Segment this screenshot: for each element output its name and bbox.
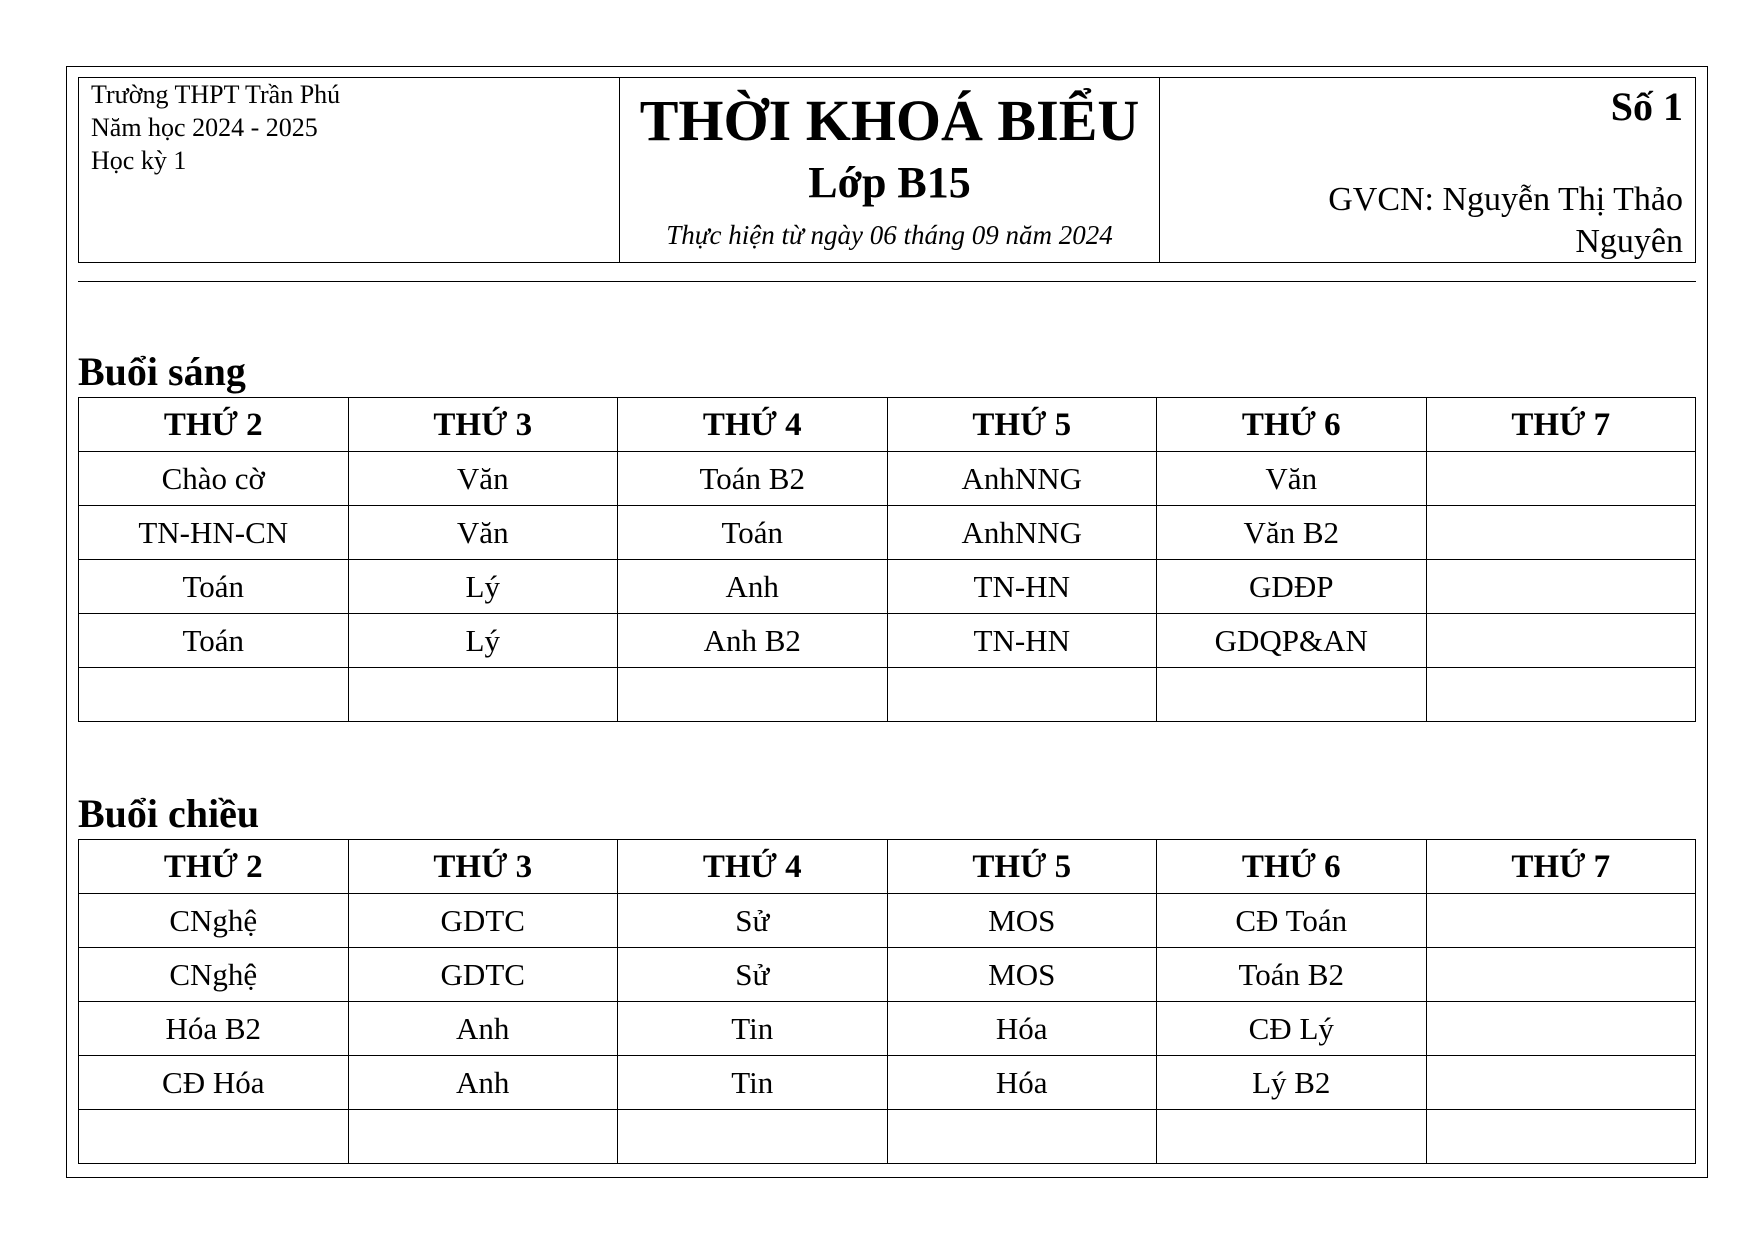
- subject-cell: Toán B2: [618, 452, 888, 506]
- period-row: [79, 894, 1696, 948]
- period-row: [79, 452, 1696, 506]
- subject-cell: [1426, 452, 1696, 506]
- period-row: [79, 1056, 1696, 1110]
- subject-cell: Văn: [348, 452, 618, 506]
- subject-cell: [1426, 1110, 1696, 1164]
- subject-cell: Toán: [79, 560, 349, 614]
- day-header: THỨ 5: [887, 398, 1157, 452]
- period-row: [79, 506, 1696, 560]
- subject-cell: [887, 668, 1157, 722]
- subject-cell: TN-HN: [887, 560, 1157, 614]
- day-header: THỨ 3: [348, 840, 618, 894]
- subject-cell: GDQP&AN: [1157, 614, 1427, 668]
- subject-cell: Toán B2: [1157, 948, 1427, 1002]
- subject-cell: [887, 1110, 1157, 1164]
- subject-cell: Toán: [618, 506, 888, 560]
- subject-cell: [79, 1110, 349, 1164]
- title-block: [619, 78, 1159, 262]
- subject-cell: TN-HN-CN: [79, 506, 349, 560]
- subject-cell: Sử: [618, 894, 888, 948]
- subject-cell: Lý: [348, 560, 618, 614]
- subject-cell: Anh B2: [618, 614, 888, 668]
- subject-cell: MOS: [887, 948, 1157, 1002]
- day-header: THỨ 2: [79, 840, 349, 894]
- subject-cell: Hóa: [887, 1002, 1157, 1056]
- day-header: THỨ 7: [1426, 398, 1696, 452]
- subject-cell: GDTC: [348, 948, 618, 1002]
- subject-cell: [348, 668, 618, 722]
- header-divider: [78, 281, 1696, 282]
- subject-cell: Tin: [618, 1002, 888, 1056]
- morning-section-title: Buổi sáng: [78, 349, 246, 394]
- subject-cell: Chào cờ: [79, 452, 349, 506]
- day-header: THỨ 6: [1157, 398, 1427, 452]
- subject-cell: CĐ Lý: [1157, 1002, 1427, 1056]
- subject-cell: [348, 1110, 618, 1164]
- subject-cell: GDĐP: [1157, 560, 1427, 614]
- subject-cell: Sử: [618, 948, 888, 1002]
- subject-cell: MOS: [887, 894, 1157, 948]
- subject-cell: Tin: [618, 1056, 888, 1110]
- subject-cell: [1157, 1110, 1427, 1164]
- subject-cell: [1426, 894, 1696, 948]
- subject-cell: Toán: [79, 614, 349, 668]
- subject-cell: Văn B2: [1157, 506, 1427, 560]
- subject-cell: AnhNNG: [887, 452, 1157, 506]
- period-row: [79, 668, 1696, 722]
- subject-cell: Văn: [1157, 452, 1427, 506]
- subject-cell: [1426, 948, 1696, 1002]
- day-header: THỨ 4: [618, 840, 888, 894]
- period-row: [79, 560, 1696, 614]
- day-header-row: [79, 398, 1696, 452]
- subject-cell: GDTC: [348, 894, 618, 948]
- subject-cell: CĐ Hóa: [79, 1056, 349, 1110]
- day-header: THỨ 4: [618, 398, 888, 452]
- effective-date: Thực hiện từ ngày 06 tháng 09 năm 2024: [666, 220, 1113, 250]
- subject-cell: [79, 668, 349, 722]
- day-header: THỨ 5: [887, 840, 1157, 894]
- school-year: Năm học 2024 - 2025: [91, 113, 318, 142]
- subject-cell: [1426, 506, 1696, 560]
- subject-cell: Văn: [348, 506, 618, 560]
- subject-cell: CNghệ: [79, 894, 349, 948]
- period-row: [79, 948, 1696, 1002]
- document-header: [78, 77, 1696, 263]
- morning-timetable: [78, 397, 1696, 722]
- subject-cell: [1426, 560, 1696, 614]
- subject-cell: Anh: [348, 1002, 618, 1056]
- day-header: THỨ 3: [348, 398, 618, 452]
- subject-cell: CĐ Toán: [1157, 894, 1427, 948]
- subject-cell: [1426, 1002, 1696, 1056]
- subject-cell: [1157, 668, 1427, 722]
- schedule-number: Số 1: [1610, 84, 1683, 129]
- day-header: THỨ 6: [1157, 840, 1427, 894]
- subject-cell: Lý: [348, 614, 618, 668]
- period-row: [79, 614, 1696, 668]
- subject-cell: Anh: [348, 1056, 618, 1110]
- afternoon-timetable: [78, 839, 1696, 1164]
- subject-cell: TN-HN: [887, 614, 1157, 668]
- period-row: [79, 1110, 1696, 1164]
- homeroom-teacher: GVCN: Nguyễn Thị Thảo Nguyên: [1328, 181, 1683, 260]
- info-block: [1159, 78, 1695, 262]
- subject-cell: [1426, 614, 1696, 668]
- subject-cell: [618, 1110, 888, 1164]
- school-info: [79, 78, 619, 262]
- subject-cell: [618, 668, 888, 722]
- subject-cell: Anh: [618, 560, 888, 614]
- subject-cell: Hóa: [887, 1056, 1157, 1110]
- subject-cell: AnhNNG: [887, 506, 1157, 560]
- subject-cell: [1426, 1056, 1696, 1110]
- afternoon-section-title: Buổi chiều: [78, 791, 260, 836]
- day-header: THỨ 2: [79, 398, 349, 452]
- period-row: [79, 1002, 1696, 1056]
- semester: Học kỳ 1: [91, 146, 187, 175]
- class-name: Lớp B15: [808, 158, 971, 207]
- subject-cell: Lý B2: [1157, 1056, 1427, 1110]
- document-title: THỜI KHOÁ BIỂU: [639, 88, 1140, 153]
- subject-cell: CNghệ: [79, 948, 349, 1002]
- day-header-row: [79, 840, 1696, 894]
- subject-cell: Hóa B2: [79, 1002, 349, 1056]
- subject-cell: [1426, 668, 1696, 722]
- school-name: Trường THPT Trần Phú: [91, 80, 341, 109]
- day-header: THỨ 7: [1426, 840, 1696, 894]
